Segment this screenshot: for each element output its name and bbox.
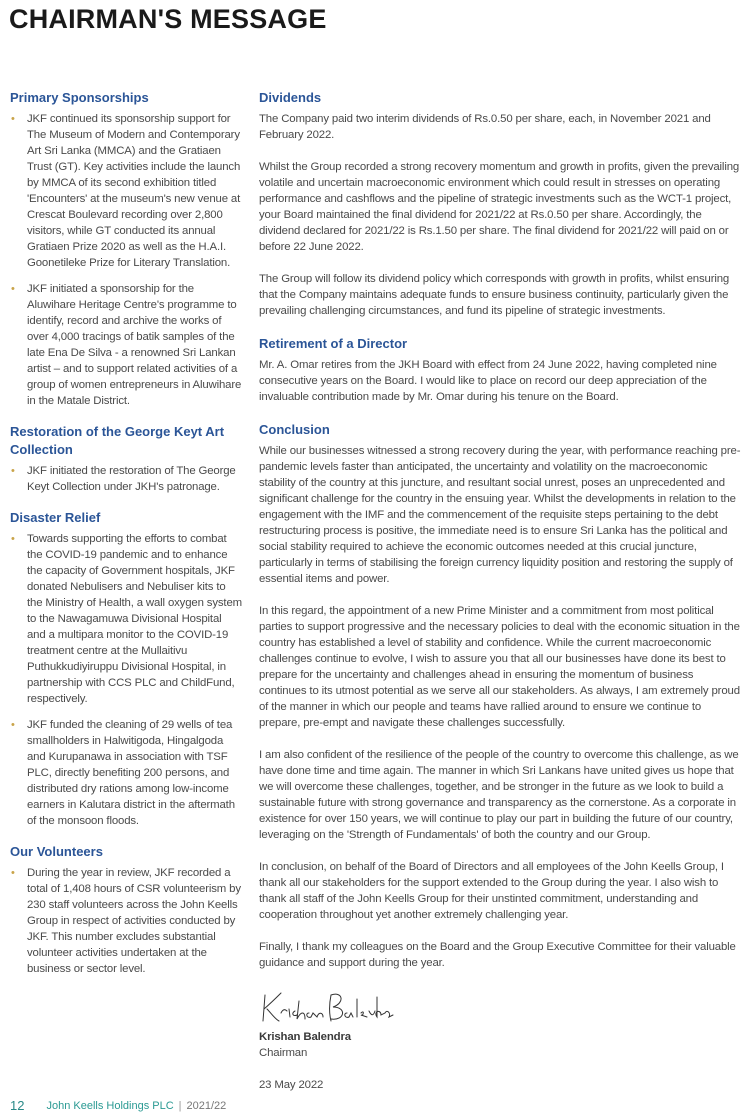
section-heading: Restoration of the George Keyt Art Collection bbox=[10, 424, 225, 457]
bullet-list bbox=[10, 111, 242, 409]
page-number: 12 bbox=[10, 1098, 25, 1113]
list-item bbox=[10, 463, 242, 495]
section-heading: Primary Sponsorships bbox=[10, 90, 149, 105]
paragraph: In conclusion, on behalf of the Board of Directors and all employees of the John Keells Group, I thank all our stakeholders for the support extended to the Group during the year. I also wish to thank all staff of the John Keells Group for their unstinted commitment, understanding and cooperation throughout yet another extremely challenging year. bbox=[259, 861, 724, 921]
list-item bbox=[10, 531, 242, 707]
signature-image bbox=[259, 987, 743, 1029]
list-item-text: JKF funded the cleaning of 29 wells of tea smallholders in Halwitigoda, Hingalgoda and Kurupanawa in association with TSF PLC, directly benefiting 200 persons, and distributed dry rations among low-income earners in Kalutara district in the aftermath of the monsoon floods. bbox=[27, 719, 235, 827]
section bbox=[10, 843, 242, 977]
page-title: CHAIRMAN'S MESSAGE bbox=[9, 4, 327, 34]
section bbox=[259, 335, 743, 405]
bullet-icon: • bbox=[11, 113, 15, 125]
section-heading: Disaster Relief bbox=[10, 510, 101, 525]
bullet-icon: • bbox=[11, 719, 15, 731]
paragraph: The Group will follow its dividend policy which corresponds with growth in profits, whilst ensuring that the Company maintains adequate funds to ensure business continuity, particularly given the prevailing challenging circumstances, and fund its pipeline of strategic investments. bbox=[259, 273, 730, 317]
publisher-name: John Keells Holdings PLC bbox=[46, 1099, 174, 1112]
section bbox=[10, 509, 242, 829]
paragraph: Mr. A. Omar retires from the JKH Board with effect from 24 June 2022, having completed nine consecutive years on the Board. I would like to place on record our deep appreciation of the invaluable contribution made by Mr. Omar during his tenure on the Board. bbox=[259, 359, 717, 403]
signatory-role: Chairman bbox=[259, 1047, 308, 1059]
footer-divider: | bbox=[178, 1099, 182, 1112]
paragraph: I am also confident of the resilience of the people of the country to overcome this challenge, as we have done time and time again. The manner in which Sri Lankans have united gives us hope that we will overcome these challenges, together, and be stronger in the future as we look to build a sustainable future with strong governance and transparency as the cornerstone. As a corporate in existence for over 150 years, we will continue to play our part in building the future of our country, leveraging on the 'Strength of Fundamentals' of both the country and our Group. bbox=[259, 749, 739, 841]
bullet-list bbox=[10, 531, 242, 829]
list-item-text: Towards supporting the efforts to combat the COVID-19 pandemic and to enhance the capacity of Government hospitals, JKF donated Nebulisers and Nebuliser kits to the Ministry of Health, a wall oxygen system to the Nawagamuwa Divisional Hospital and a multipara monitor to the COVID-19 treatment centre at the Mullaitivu Puthukkudiyiruppu Divisional Hospital, in partnership with CCS PLC and ChildFund, respectively. bbox=[27, 533, 242, 705]
paragraph: Finally, I thank my colleagues on the Board and the Group Executive Committee for their valuable guidance and support during the year. bbox=[259, 941, 736, 969]
list-item bbox=[10, 111, 242, 271]
list-item bbox=[10, 865, 242, 977]
paragraph: The Company paid two interim dividends of Rs.0.50 per share, each, in November 2021 and February 2022. bbox=[259, 113, 711, 141]
section-heading: Conclusion bbox=[259, 422, 330, 437]
paragraph: While our businesses witnessed a strong recovery during the year, with performance reaching pre-pandemic levels faster than anticipated, the uncertainty and volatility on the macroeconomic stability of the country at this juncture, and resultant social unrest, poses an unprecedented and significant challenge for the country in the ensuing year. Whilst the developments in relation to the engagement with the IMF and the commencement of the requisite steps pertaining to the debt restructuring process is positive, the immediate need is to ensure Sri Lanka has the political and social stability required to achieve the economic outcomes needed at this crucial juncture, particularly in terms of stabilising the foreign currency liquidity position and restoring the supply of essential items and power. bbox=[259, 445, 741, 585]
bullet-list bbox=[10, 865, 242, 977]
section bbox=[259, 421, 743, 971]
bullet-icon: • bbox=[11, 283, 15, 295]
bullet-list bbox=[10, 463, 242, 495]
list-item bbox=[10, 717, 242, 829]
signatory-name: Krishan Balendra bbox=[259, 1031, 351, 1043]
list-item-text: JKF initiated the restoration of The George Keyt Collection under JKH's patronage. bbox=[27, 465, 236, 493]
list-item-text: JKF initiated a sponsorship for the Aluwihare Heritage Centre's programme to identify, record and archive the works of over 4,000 tracings of batik samples of the late Ena De Silva - a renowned Sri Lankan artist – and to support related activities of a group of women entrepreneurs in Aluwihare in the Matale District. bbox=[27, 283, 242, 407]
report-year: 2021/22 bbox=[186, 1099, 227, 1112]
signature-date: 23 May 2022 bbox=[259, 1079, 324, 1091]
section bbox=[10, 89, 242, 409]
section bbox=[10, 423, 242, 495]
list-item bbox=[10, 281, 242, 409]
bullet-icon: • bbox=[11, 465, 15, 477]
paragraph: In this regard, the appointment of a new Prime Minister and a commitment from most political parties to support progressive and the necessary policies to deal with the economic situation in the country has established a level of stability and confidence. While the current macroeconomic challenges continue to evolve, I wish to assure you that all our businesses have done its best to prepare for the uncertainty and challenges ahead in ensuring the momentum of business continues to its utmost potential as we serve all our stakeholders. As always, I am extremely proud of the manner in which our people and teams have rallied around to ensure we continue to prepare, pre-empt and navigate these challenges successfully. bbox=[259, 605, 740, 729]
left-column bbox=[10, 89, 242, 991]
section-heading: Retirement of a Director bbox=[259, 336, 408, 351]
section bbox=[259, 89, 743, 319]
bullet-icon: • bbox=[11, 867, 15, 879]
bullet-icon: • bbox=[11, 533, 15, 545]
page-footer bbox=[10, 1098, 226, 1113]
right-column bbox=[259, 89, 743, 1109]
paragraph: Whilst the Group recorded a strong recovery momentum and growth in profits, given the prevailing volatile and uncertain macroeconomic environment which could result in stresses on operating performance and cashflows and the pipeline of strategic investments such as the WCT-1 project, your Board maintained the final dividend for 2021/22 at Rs.0.50 per share. Accordingly, the dividend declared for 2021/22 is Rs.1.50 per share. The final dividend for 2021/22 will paid on or before 22 June 2022. bbox=[259, 161, 740, 253]
section-heading: Dividends bbox=[259, 90, 322, 105]
section-heading: Our Volunteers bbox=[10, 844, 103, 859]
list-item-text: During the year in review, JKF recorded a total of 1,408 hours of CSR volunteerism by 230 staff volunteers across the John Keells Group in respect of activities conducted by JKF. This number excludes substantial volunteer activities undertaken at the business or sector level. bbox=[27, 867, 241, 975]
list-item-text: JKF continued its sponsorship support for The Museum of Modern and Contemporary Art Sri Lanka (MMCA) and the Gratiaen Trust (GT). Key activities include the launch by MMCA of its second exhibition titled 'Encounters' at the museum's new venue at Crescat Boulevard recording over 2,800 visitors, while GT conducted its annual Gratiaen Prize 2020 as well as the H.A.I. Goonetileke Prize for Literary Translation. bbox=[27, 113, 241, 269]
